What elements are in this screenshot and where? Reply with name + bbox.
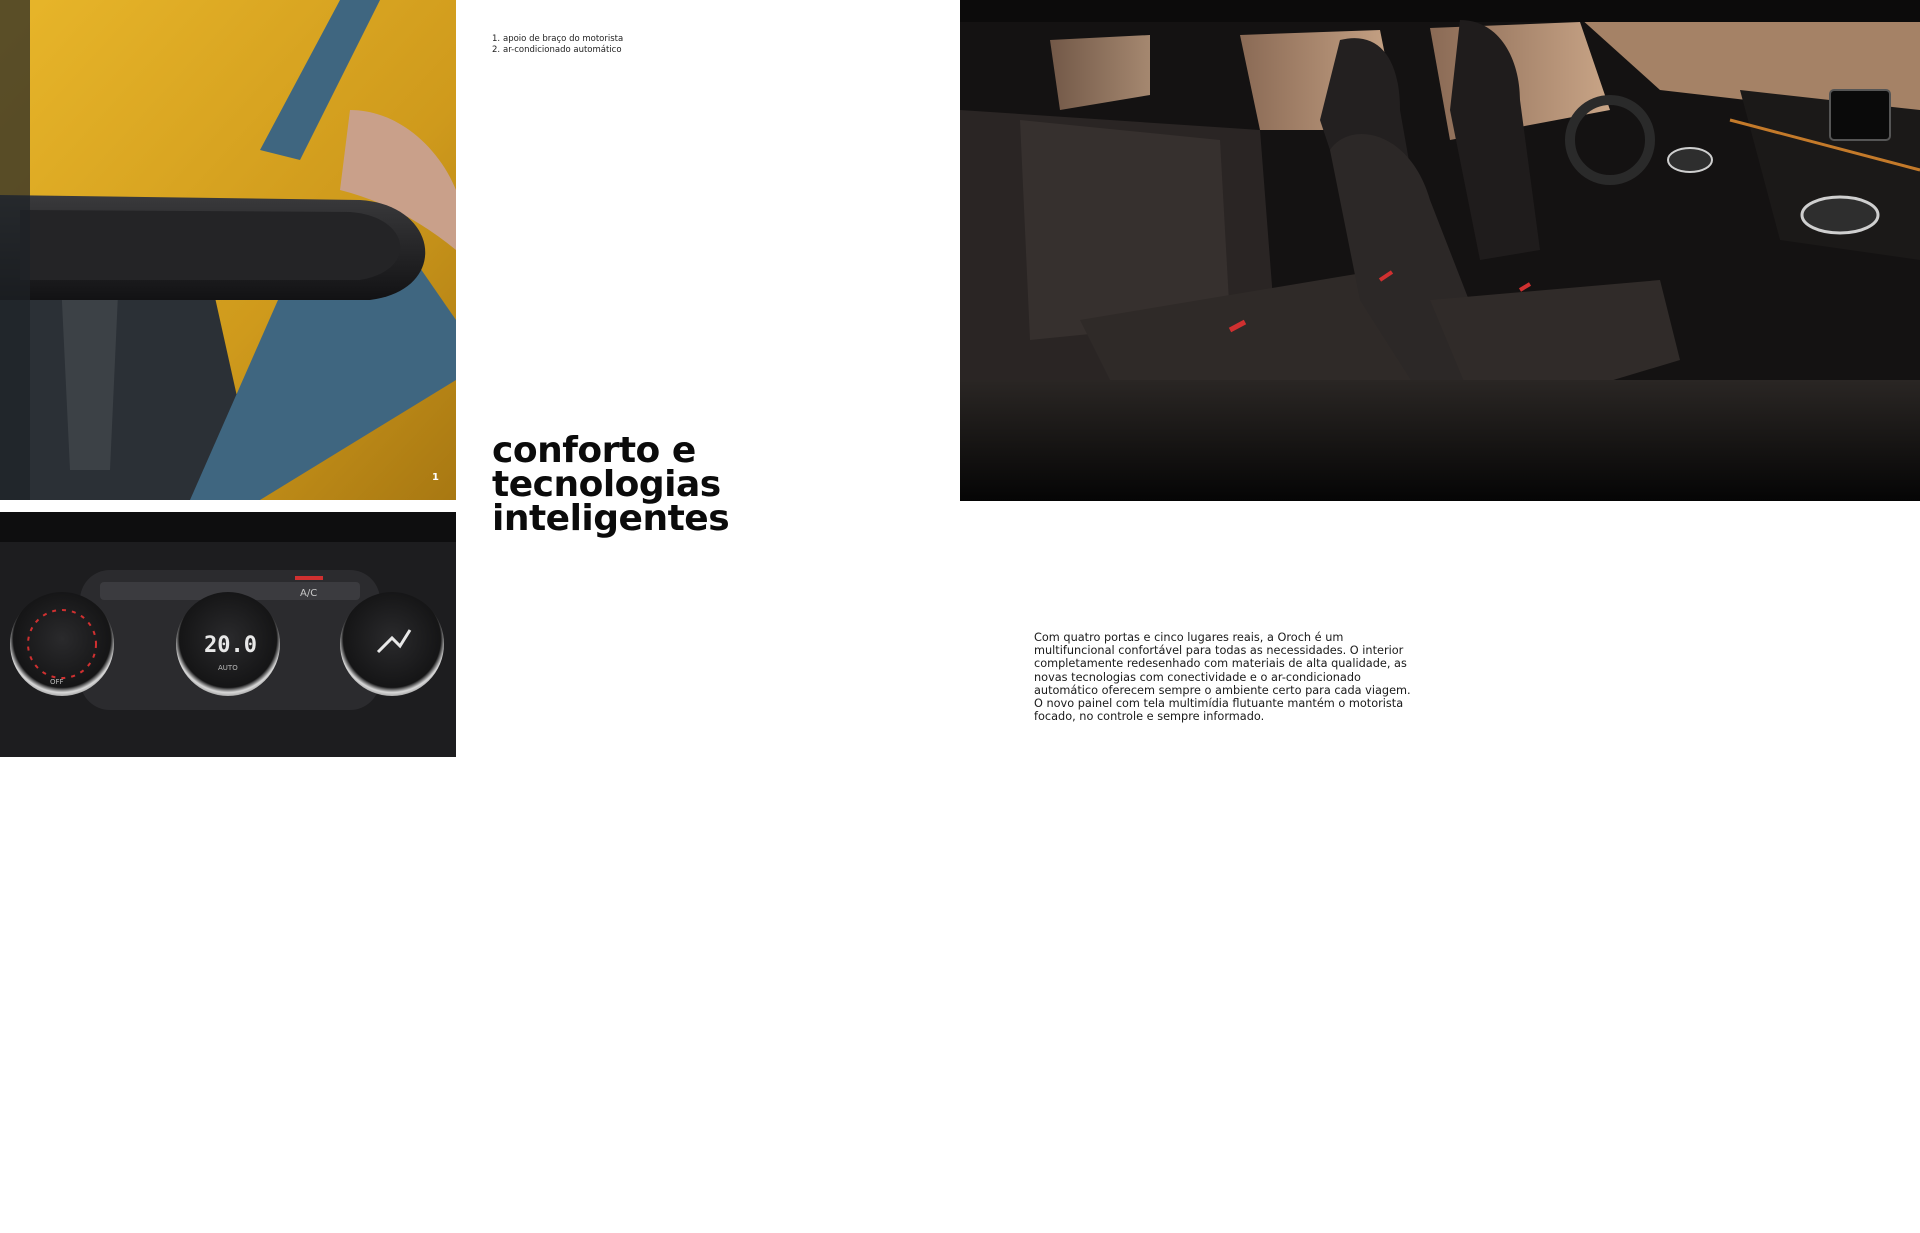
climate-control-photo [0,512,456,1233]
ac-label: A/C [300,588,318,599]
auto-label: AUTO [218,664,238,672]
headline-line-1: conforto e tecnologias [492,430,721,505]
armrest-photo [0,0,456,500]
photo-caption-list [492,34,623,56]
caption-text: apoio de braço do motorista [503,34,624,44]
headline-line-2: inteligentes [492,498,730,539]
photo-number-2: 2 [431,1222,438,1233]
temperature-display: 20.0 [204,633,257,658]
caption-item [492,45,623,56]
cabin-interior-photo [960,0,1920,501]
body-paragraph: Com quatro portas e cinco lugares reais, a Oroch é um multifuncional confortável para todas as necessidades. O interior completamente redesenhado com materiais de alta qualidade, as novas tecnologias com conectividade e o ar-condicionado automático oferecem sempre o ambiente certo para cada viagem. O novo painel com tela multimídia flutuante mantém o motorista focado, no controle e sempre informado. [1034,631,1411,724]
fan-off-label: OFF [50,678,64,686]
caption-number: 1. [492,34,501,44]
page-headline [492,430,932,539]
photo-number-1: 1 [432,472,439,483]
caption-number: 2. [492,45,501,55]
caption-text: ar-condicionado automático [503,45,622,55]
caption-item [492,34,623,45]
